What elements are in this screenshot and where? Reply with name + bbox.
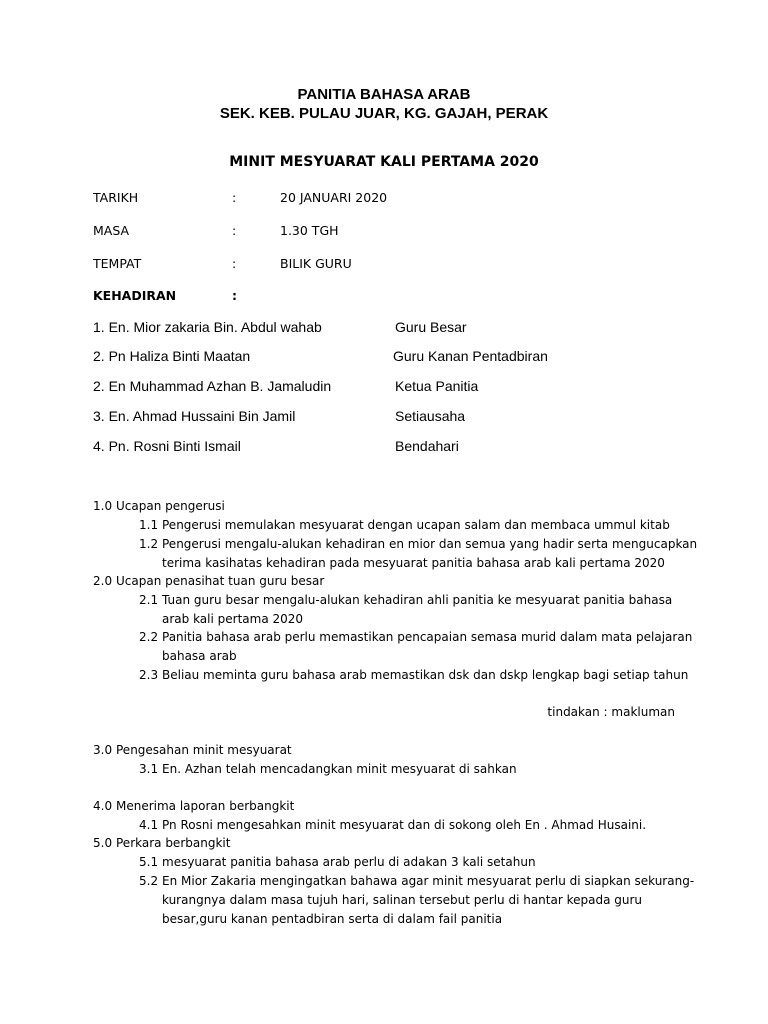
meta-label-time: MASA [93, 223, 130, 238]
meta-value-time: 1.30 TGH [280, 223, 339, 238]
agenda-item-text: bahasa arab [162, 649, 237, 663]
meta-sep: : [232, 223, 237, 238]
minutes-title: MINIT MESYUARAT KALI PERTAMA 2020 [229, 154, 539, 170]
meta-label-date: TARIKH [93, 190, 139, 205]
agenda-number: 2.0 [93, 574, 113, 588]
agenda-number: 1.1 [139, 518, 159, 532]
school-heading: SEK. KEB. PULAU JUAR, KG. GAJAH, PERAK [219, 105, 549, 122]
attendee-role: Setiausaha [395, 408, 466, 424]
agenda-heading: Perkara berbangkit [116, 836, 231, 850]
agenda-item-text: Pengerusi memulakan mesyuarat dengan ucapan salam dan membaca ummul kitab [162, 518, 670, 532]
meta-value-date: 20 JANUARI 2020 [280, 190, 388, 205]
agenda-item-text: besar,guru kanan pentadbiran serta di dalam fail panitia [162, 912, 503, 926]
attendee-role: Ketua Panitia [395, 378, 479, 394]
agenda-number: 1.2 [139, 537, 159, 551]
agenda-number: 2.1 [139, 593, 159, 607]
meta-label-place: TEMPAT [93, 256, 142, 271]
agenda-number: 5.2 [139, 874, 159, 888]
meta-sep: : [232, 288, 237, 303]
committee-heading: PANITIA BAHASA ARAB [297, 86, 471, 103]
agenda-number: 3.1 [139, 762, 159, 776]
action-note: tindakan : makluman [547, 705, 675, 719]
agenda-item-text: terima kasihatas kehadiran pada mesyuarat panitia bahasa arab kali pertama 2020 [162, 556, 665, 570]
agenda-number: 5.0 [93, 836, 113, 850]
agenda-number: 5.1 [139, 855, 159, 869]
agenda-item-text: Pn Rosni mengesahkan minit mesyuarat dan di sokong oleh En . Ahmad Husaini. [162, 818, 647, 832]
attendee-name: 2. En Muhammad Azhan B. Jamaludin [93, 378, 332, 394]
meta-sep: : [232, 190, 237, 205]
agenda-number: 4.1 [139, 818, 159, 832]
agenda-item-text: En Mior Zakaria mengingatkan bahawa agar minit mesyuarat perlu di siapkan sekurang- [162, 874, 695, 888]
agenda-number: 2.3 [139, 668, 159, 682]
agenda-heading: Pengesahan minit mesyuarat [116, 743, 292, 757]
agenda-number: 1.0 [93, 499, 113, 513]
agenda-number: 4.0 [93, 799, 113, 813]
agenda-item-text: mesyuarat panitia bahasa arab perlu di adakan 3 kali setahun [162, 855, 536, 869]
agenda-item-text: Pengerusi mengalu-alukan kehadiran en mior dan semua yang hadir serta mengucapkan [162, 537, 698, 551]
agenda-number: 2.2 [139, 630, 159, 644]
agenda-heading: Ucapan penasihat tuan guru besar [116, 574, 325, 588]
agenda-item-text: arab kali pertama 2020 [162, 612, 304, 626]
attendee-role: Guru Besar [395, 319, 467, 335]
attendee-role: Guru Kanan Pentadbiran [393, 348, 548, 364]
agenda-heading: Ucapan pengerusi [116, 499, 225, 513]
meta-sep: : [232, 256, 237, 271]
attendee-name: 3. En. Ahmad Hussaini Bin Jamil [93, 408, 296, 424]
agenda-heading: Menerima laporan berbangkit [116, 799, 295, 813]
agenda-item-text: Tuan guru besar mengalu-alukan kehadiran ahli panitia ke mesyuarat panitia bahasa [162, 593, 673, 607]
agenda-item-text: Beliau meminta guru bahasa arab memastikan dsk dan dskp lengkap bagi setiap tahun [162, 668, 689, 682]
attendee-name: 4. Pn. Rosni Binti Ismail [93, 438, 241, 454]
agenda-item-text: kurangnya dalam masa tujuh hari, salinan tersebut perlu di hantar kepada guru [162, 893, 643, 907]
meta-value-place: BILIK GURU [280, 256, 352, 271]
attendee-name: 2. Pn Haliza Binti Maatan [93, 348, 251, 364]
attendee-role: Bendahari [395, 438, 459, 454]
agenda-item-text: Panitia bahasa arab perlu memastikan pencapaian semasa murid dalam mata pelajaran [162, 630, 693, 644]
agenda-item-text: En. Azhan telah mencadangkan minit mesyuarat di sahkan [162, 762, 517, 776]
agenda-number: 3.0 [93, 743, 113, 757]
attendee-name: 1. En. Mior zakaria Bin. Abdul wahab [93, 319, 322, 335]
meta-label-attendance: KEHADIRAN [93, 288, 177, 303]
